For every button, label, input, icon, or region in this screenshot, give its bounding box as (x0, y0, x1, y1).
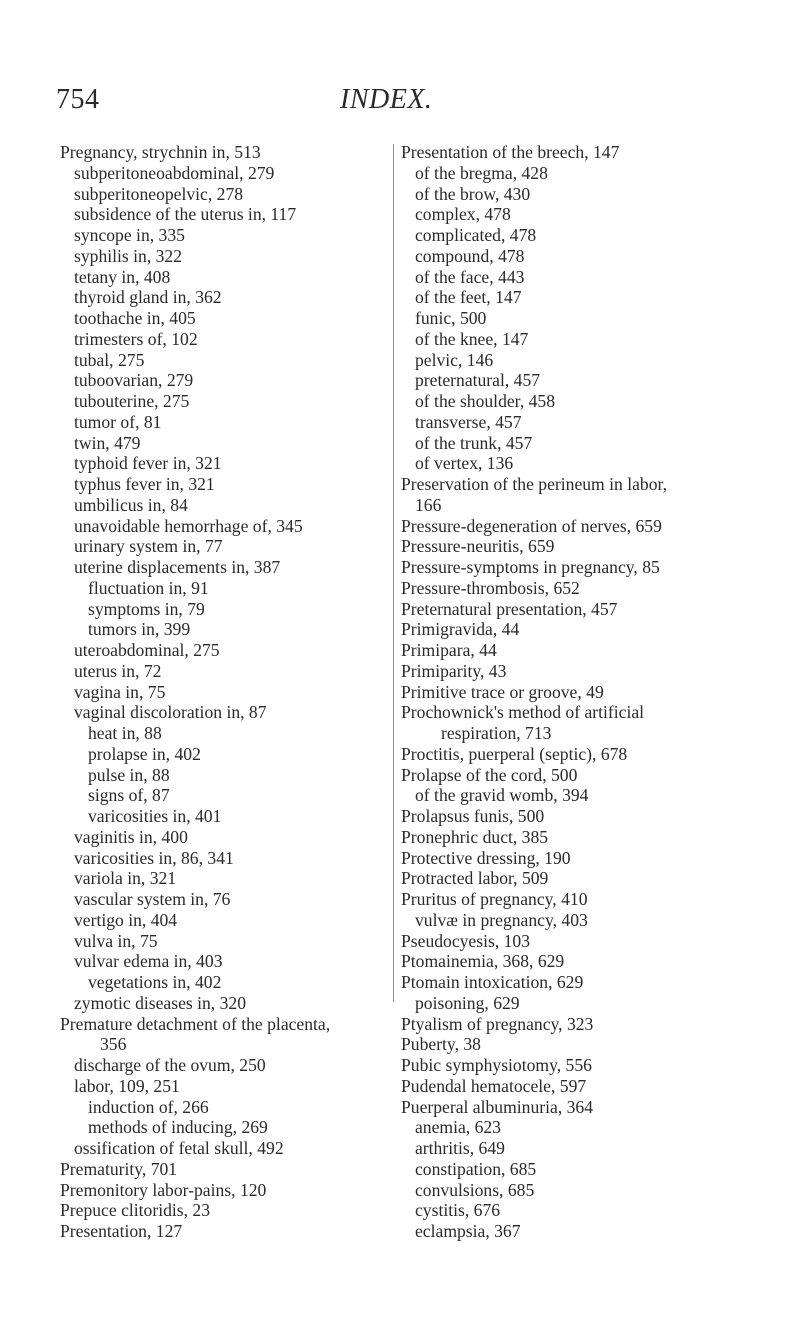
index-subentry: 356 (100, 1034, 127, 1055)
index-entry: Prepuce clitoridis, 23 (60, 1200, 211, 1221)
index-subentry: vulvar edema in, 403 (74, 951, 223, 972)
index-subentry: tubal, 275 (74, 349, 145, 370)
index-subentry: urinary system in, 77 (74, 536, 223, 557)
index-subentry: of the gravid womb, 394 (415, 785, 589, 806)
index-subentry: symptoms in, 79 (88, 598, 205, 619)
index-entry: Puerperal albuminuria, 364 (401, 1096, 594, 1117)
index-subentry: variola in, 321 (74, 868, 177, 889)
index-subentry: trimesters of, 102 (74, 328, 198, 349)
index-entry: Pressure-symptoms in pregnancy, 85 (401, 557, 660, 577)
index-entry: Primitive trace or groove, 49 (401, 681, 604, 702)
index-subentry: labor, 109, 251 (74, 1075, 180, 1096)
index-subentry: of the bregma, 428 (415, 162, 548, 183)
index-subentry: eclampsia, 367 (415, 1221, 521, 1241)
index-subentry: umbilicus in, 84 (74, 494, 188, 515)
index-entry: Pronephric duct, 385 (401, 826, 549, 847)
index-entry: Pruritus of pregnancy, 410 (401, 889, 588, 909)
index-subentry: syncope in, 335 (74, 225, 185, 245)
index-subentry: thyroid gland in, 362 (74, 287, 222, 308)
index-subentry: twin, 479 (74, 432, 141, 453)
index-subentry: unavoidable hemorrhage of, 345 (74, 515, 303, 536)
index-subentry: zymotic diseases in, 320 (74, 992, 246, 1013)
index-subentry: poisoning, 629 (415, 992, 520, 1013)
index-subentry: tubouterine, 275 (74, 391, 190, 411)
index-entry: Ptomainemia, 368, 629 (401, 951, 565, 972)
index-column-right (401, 142, 739, 1242)
index-subentry: constipation, 685 (415, 1158, 537, 1179)
index-subentry: vagina in, 75 (74, 681, 166, 702)
index-entry: Preternatural presentation, 457 (401, 598, 618, 619)
index-subentry: vulvæ in pregnancy, 403 (415, 909, 588, 930)
index-subentry: complex, 478 (415, 204, 511, 225)
index-subentry: subperitoneoabdominal, 279 (74, 162, 275, 183)
index-subentry: vaginal discoloration in, 87 (74, 702, 267, 723)
index-subentry: tuboovarian, 279 (74, 370, 194, 391)
index-entry: Protective dressing, 190 (401, 847, 571, 868)
index-subentry: of the face, 443 (415, 266, 525, 287)
index-entry: Ptomain intoxication, 629 (401, 972, 584, 992)
index-entry: Pressure-thrombosis, 652 (401, 577, 580, 598)
index-subentry: of the brow, 430 (415, 183, 531, 204)
index-subentry: syphilis in, 322 (74, 245, 183, 266)
index-subentry: of the shoulder, 458 (415, 391, 556, 411)
index-subentry: typhoid fever in, 321 (74, 453, 222, 474)
index-subentry: discharge of the ovum, 250 (74, 1055, 266, 1075)
index-entry: Puberty, 38 (401, 1034, 481, 1055)
index-subentry: uterus in, 72 (74, 660, 162, 681)
index-entry: Primigravida, 44 (401, 619, 520, 640)
index-entry: Pressure-neuritis, 659 (401, 536, 555, 557)
column-divider (393, 144, 394, 1002)
index-entry: Pubic symphysiotomy, 556 (401, 1055, 592, 1075)
index-entry: Premonitory labor-pains, 120 (60, 1179, 267, 1200)
index-subentry: pulse in, 88 (88, 764, 170, 785)
index-subentry: of vertex, 136 (415, 453, 514, 474)
index-subentry: vegetations in, 402 (88, 972, 222, 992)
index-subentry: subsidence of the uterus in, 117 (74, 204, 297, 225)
index-entry: Presentation of the breech, 147 (401, 142, 620, 162)
index-subentry: signs of, 87 (88, 785, 170, 806)
page-number: 754 (56, 84, 100, 115)
index-entry: Primipara, 44 (401, 640, 497, 660)
index-subentry: prolapse in, 402 (88, 743, 201, 764)
index-subentry: of the feet, 147 (415, 287, 522, 308)
index-entry: Prolapse of the cord, 500 (401, 764, 578, 785)
index-subentry: of the knee, 147 (415, 328, 529, 349)
index-subentry: funic, 500 (415, 308, 487, 328)
index-subentry: vaginitis in, 400 (74, 826, 188, 847)
index-subentry: preternatural, 457 (415, 370, 541, 391)
index-entry: Preservation of the perineum in labor, (401, 474, 668, 494)
index-entry: Pseudocyesis, 103 (401, 930, 531, 951)
index-subentry: toothache in, 405 (74, 308, 196, 328)
index-subentry: ossification of fetal skull, 492 (74, 1138, 284, 1158)
index-entry: Prochownick's method of artificial (401, 702, 645, 723)
index-subentry: uterine displacements in, 387 (74, 557, 281, 577)
index-subentry: tetany in, 408 (74, 266, 171, 287)
index-entry: Prolapsus funis, 500 (401, 806, 545, 826)
index-subentry: vascular system in, 76 (74, 889, 231, 909)
index-subentry: heat in, 88 (88, 723, 162, 743)
index-subentry: compound, 478 (415, 245, 525, 266)
index-subentry: tumors in, 399 (88, 619, 191, 640)
index-column-left (60, 142, 385, 1242)
index-entry: Primiparity, 43 (401, 660, 507, 681)
index-subentry: convulsions, 685 (415, 1179, 535, 1200)
index-entry: Prematurity, 701 (60, 1158, 178, 1179)
index-subentry: varicosities in, 401 (88, 806, 222, 826)
index-entry: Pudendal hematocele, 597 (401, 1075, 587, 1096)
index-subentry: 166 (415, 494, 442, 515)
running-head: INDEX. (340, 84, 433, 115)
index-entry: Pressure-degeneration of nerves, 659 (401, 515, 662, 536)
index-entry: Pregnancy, strychnin in, 513 (60, 142, 261, 162)
index-subentry: vertigo in, 404 (74, 909, 178, 930)
index-subentry: respiration, 713 (441, 723, 552, 743)
index-subentry: induction of, 266 (88, 1096, 209, 1117)
index-subentry: of the trunk, 457 (415, 432, 533, 453)
index-entry: Presentation, 127 (60, 1221, 183, 1241)
index-entry: Premature detachment of the placenta, (60, 1013, 331, 1034)
index-subentry: fluctuation in, 91 (88, 577, 209, 598)
index-subentry: transverse, 457 (415, 411, 522, 432)
index-entry: Proctitis, puerperal (septic), 678 (401, 743, 628, 764)
index-subentry: typhus fever in, 321 (74, 474, 215, 494)
index-entry: Ptyalism of pregnancy, 323 (401, 1013, 594, 1034)
index-entry: Protracted labor, 509 (401, 868, 549, 889)
index-subentry: varicosities in, 86, 341 (74, 847, 234, 868)
index-subentry: cystitis, 676 (415, 1200, 501, 1221)
index-subentry: pelvic, 146 (415, 349, 494, 370)
index-subentry: tumor of, 81 (74, 411, 162, 432)
index-subentry: anemia, 623 (415, 1117, 501, 1138)
index-subentry: subperitoneopelvic, 278 (74, 183, 244, 204)
index-subentry: complicated, 478 (415, 225, 537, 245)
index-subentry: uteroabdominal, 275 (74, 640, 220, 660)
index-subentry: methods of inducing, 269 (88, 1117, 268, 1138)
index-subentry: arthritis, 649 (415, 1138, 505, 1158)
index-subentry: vulva in, 75 (74, 930, 158, 951)
